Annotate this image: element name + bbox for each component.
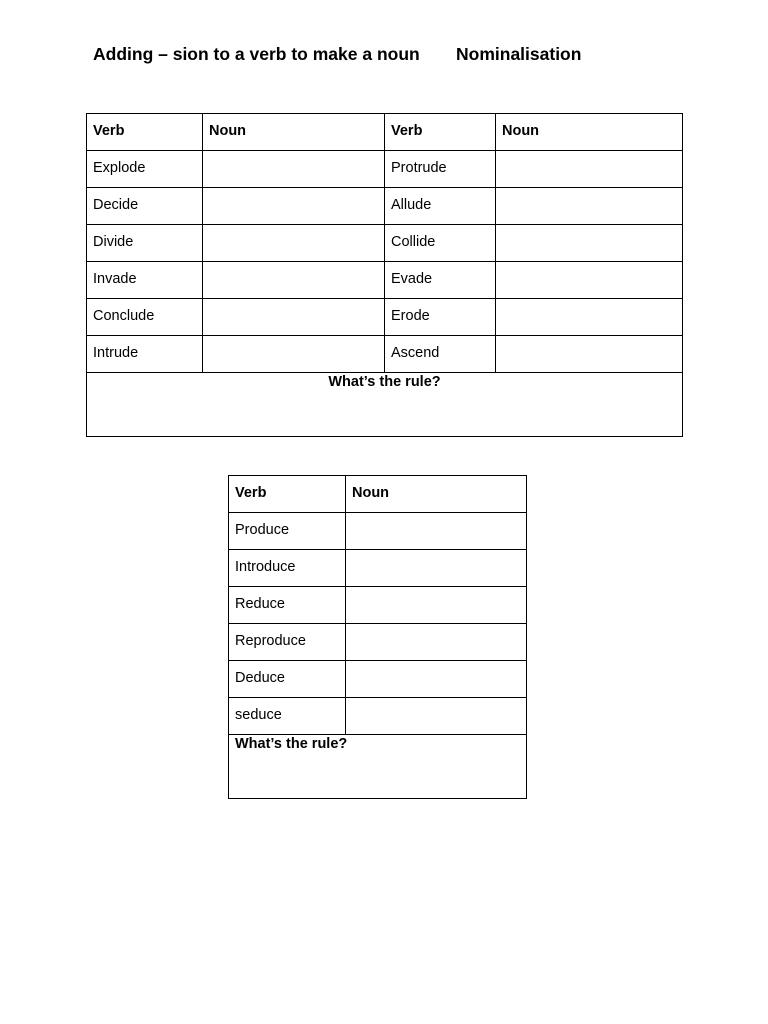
- table-header-row: [87, 114, 683, 151]
- nominalisation-table-1: [86, 113, 683, 437]
- page-title: [93, 43, 582, 65]
- noun-answer-cell[interactable]: [203, 151, 385, 188]
- verb-cell: Introduce: [229, 550, 346, 587]
- verb-cell: Invade: [87, 262, 203, 299]
- verb-cell: Reduce: [229, 587, 346, 624]
- noun-answer-cell[interactable]: [203, 225, 385, 262]
- noun-answer-cell[interactable]: [346, 698, 527, 735]
- rule-row: [229, 735, 527, 799]
- noun-answer-cell[interactable]: [496, 225, 683, 262]
- verb-cell: Reproduce: [229, 624, 346, 661]
- noun-answer-cell[interactable]: [346, 513, 527, 550]
- rule-answer-box[interactable]: What’s the rule?: [229, 735, 527, 799]
- table-row: [87, 188, 683, 225]
- verb-cell: Intrude: [87, 336, 203, 373]
- table-row: [87, 299, 683, 336]
- verb-cell: Explode: [87, 151, 203, 188]
- verb-cell: Evade: [385, 262, 496, 299]
- table-row: [87, 336, 683, 373]
- noun-answer-cell[interactable]: [346, 550, 527, 587]
- column-header-noun: Noun: [346, 476, 527, 513]
- verb-cell: Decide: [87, 188, 203, 225]
- noun-answer-cell[interactable]: [346, 661, 527, 698]
- table-row: [87, 225, 683, 262]
- noun-answer-cell[interactable]: [496, 299, 683, 336]
- noun-answer-cell[interactable]: [346, 587, 527, 624]
- rule-row: [87, 373, 683, 437]
- table-row: [229, 661, 527, 698]
- verb-cell: Ascend: [385, 336, 496, 373]
- column-header-noun: Noun: [203, 114, 385, 151]
- table-row: [87, 262, 683, 299]
- noun-answer-cell[interactable]: [203, 262, 385, 299]
- verb-cell: Produce: [229, 513, 346, 550]
- table-header-row: [229, 476, 527, 513]
- verb-cell: Collide: [385, 225, 496, 262]
- table-row: [229, 513, 527, 550]
- nominalisation-table-2: [228, 475, 527, 799]
- verb-cell: Conclude: [87, 299, 203, 336]
- noun-answer-cell[interactable]: [496, 262, 683, 299]
- table-row: [229, 698, 527, 735]
- noun-answer-cell[interactable]: [203, 336, 385, 373]
- verb-cell: Protrude: [385, 151, 496, 188]
- noun-answer-cell[interactable]: [496, 336, 683, 373]
- verb-cell: Allude: [385, 188, 496, 225]
- verb-cell: Divide: [87, 225, 203, 262]
- table-row: [229, 624, 527, 661]
- noun-answer-cell[interactable]: [496, 188, 683, 225]
- noun-answer-cell[interactable]: [496, 151, 683, 188]
- table-row: [229, 587, 527, 624]
- table-row: [229, 550, 527, 587]
- noun-answer-cell[interactable]: [203, 188, 385, 225]
- column-header-verb: Verb: [385, 114, 496, 151]
- verb-cell: Deduce: [229, 661, 346, 698]
- rule-answer-box[interactable]: What’s the rule?: [87, 373, 683, 437]
- noun-answer-cell[interactable]: [346, 624, 527, 661]
- column-header-noun: Noun: [496, 114, 683, 151]
- column-header-verb: Verb: [87, 114, 203, 151]
- worksheet-title: Adding – sion to a verb to make a noun: [93, 44, 420, 64]
- column-header-verb: Verb: [229, 476, 346, 513]
- verb-cell: Erode: [385, 299, 496, 336]
- verb-cell: seduce: [229, 698, 346, 735]
- worksheet-subtitle: Nominalisation: [456, 44, 582, 64]
- noun-answer-cell[interactable]: [203, 299, 385, 336]
- table-row: [87, 151, 683, 188]
